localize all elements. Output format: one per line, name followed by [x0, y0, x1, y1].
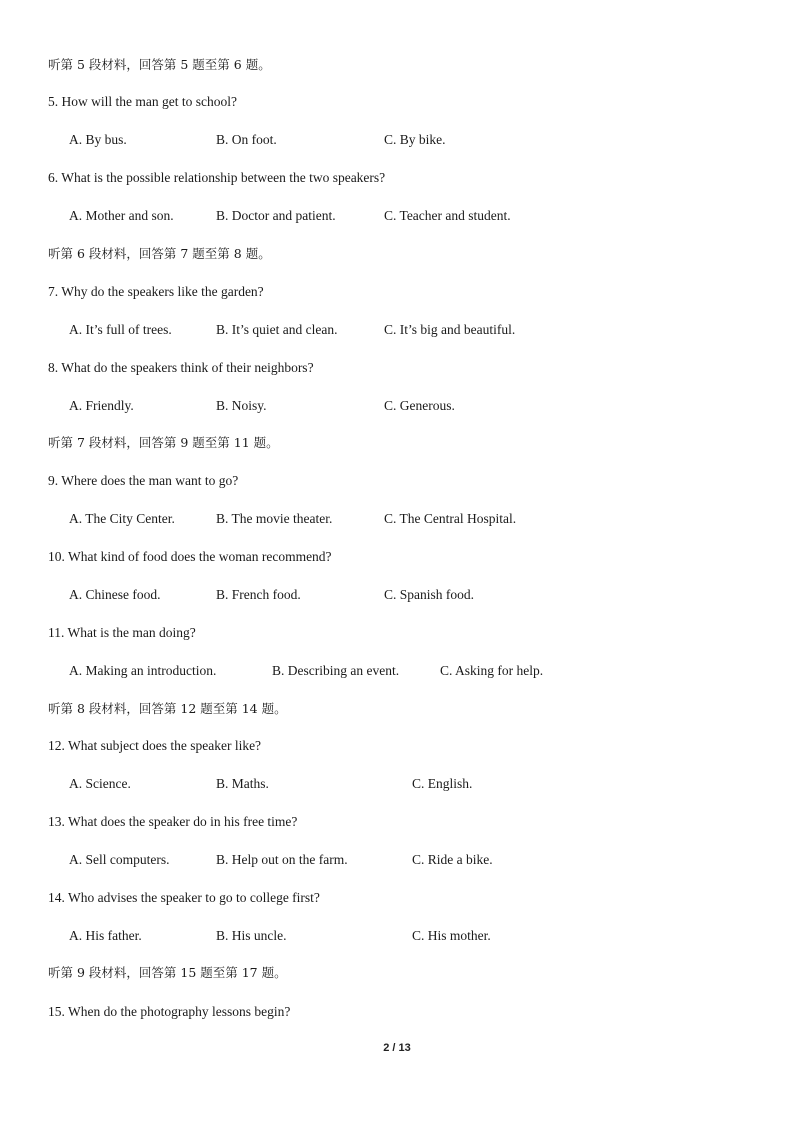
option-b: B. Doctor and patient.: [216, 208, 336, 223]
section-instruction: 听第 5 段材料，回答第 5 题至第 6 题。: [48, 57, 271, 72]
option-a: A. It’s full of trees.: [69, 322, 172, 337]
question-12: 12. What subject does the speaker like?: [48, 738, 262, 753]
question-13: 13. What does the speaker do in his free time?: [48, 814, 298, 829]
option-b: B. Noisy.: [216, 398, 267, 413]
section-instruction: 听第 8 段材料，回答第 12 题至第 14 题。: [48, 701, 287, 716]
option-a: A. Sell computers.: [69, 852, 170, 867]
question-14: 14. Who advises the speaker to go to college first?: [48, 890, 320, 905]
page-number: 2 / 13: [383, 1042, 411, 1054]
question-8: 8. What do the speakers think of their neighbors?: [48, 360, 314, 375]
option-c: C. The Central Hospital.: [384, 511, 517, 526]
option-b: B. Describing an event.: [272, 663, 400, 678]
option-a: A. Mother and son.: [69, 208, 174, 223]
option-a: A. Chinese food.: [69, 587, 161, 602]
question-6: 6. What is the possible relationship between the two speakers?: [48, 170, 386, 185]
option-b: B. French food.: [216, 587, 301, 602]
option-c: C. Ride a bike.: [412, 852, 493, 867]
option-c: C. Generous.: [384, 398, 455, 413]
section-instruction: 听第 9 段材料，回答第 15 题至第 17 题。: [48, 965, 287, 980]
option-b: B. The movie theater.: [216, 511, 333, 526]
option-c: C. Spanish food.: [384, 587, 475, 602]
option-b: B. Maths.: [216, 776, 269, 791]
option-c: C. It’s big and beautiful.: [384, 322, 516, 337]
option-a: A. The City Center.: [69, 511, 175, 526]
section-instruction: 听第 7 段材料，回答第 9 题至第 11 题。: [48, 435, 279, 450]
option-a: A. Friendly.: [69, 398, 134, 413]
option-a: A. Making an introduction.: [69, 663, 217, 678]
option-c: C. By bike.: [384, 132, 446, 147]
option-a: A. His father.: [69, 928, 142, 943]
option-b: B. His uncle.: [216, 928, 287, 943]
question-10: 10. What kind of food does the woman recommend?: [48, 549, 332, 564]
option-a: A. By bus.: [69, 132, 127, 147]
option-b: B. On foot.: [216, 132, 277, 147]
question-11: 11. What is the man doing?: [48, 625, 196, 640]
option-a: A. Science.: [69, 776, 131, 791]
option-c: C. Teacher and student.: [384, 208, 511, 223]
section-instruction: 听第 6 段材料，回答第 7 题至第 8 题。: [48, 246, 271, 261]
question-9: 9. Where does the man want to go?: [48, 473, 239, 488]
option-c: C. English.: [412, 776, 473, 791]
question-7: 7. Why do the speakers like the garden?: [48, 284, 264, 299]
option-b: B. Help out on the farm.: [216, 852, 348, 867]
question-15: 15. When do the photography lessons begin?: [48, 1004, 291, 1019]
option-c: C. His mother.: [412, 928, 491, 943]
option-c: C. Asking for help.: [440, 663, 544, 678]
option-b: B. It’s quiet and clean.: [216, 322, 338, 337]
question-5: 5. How will the man get to school?: [48, 94, 237, 109]
